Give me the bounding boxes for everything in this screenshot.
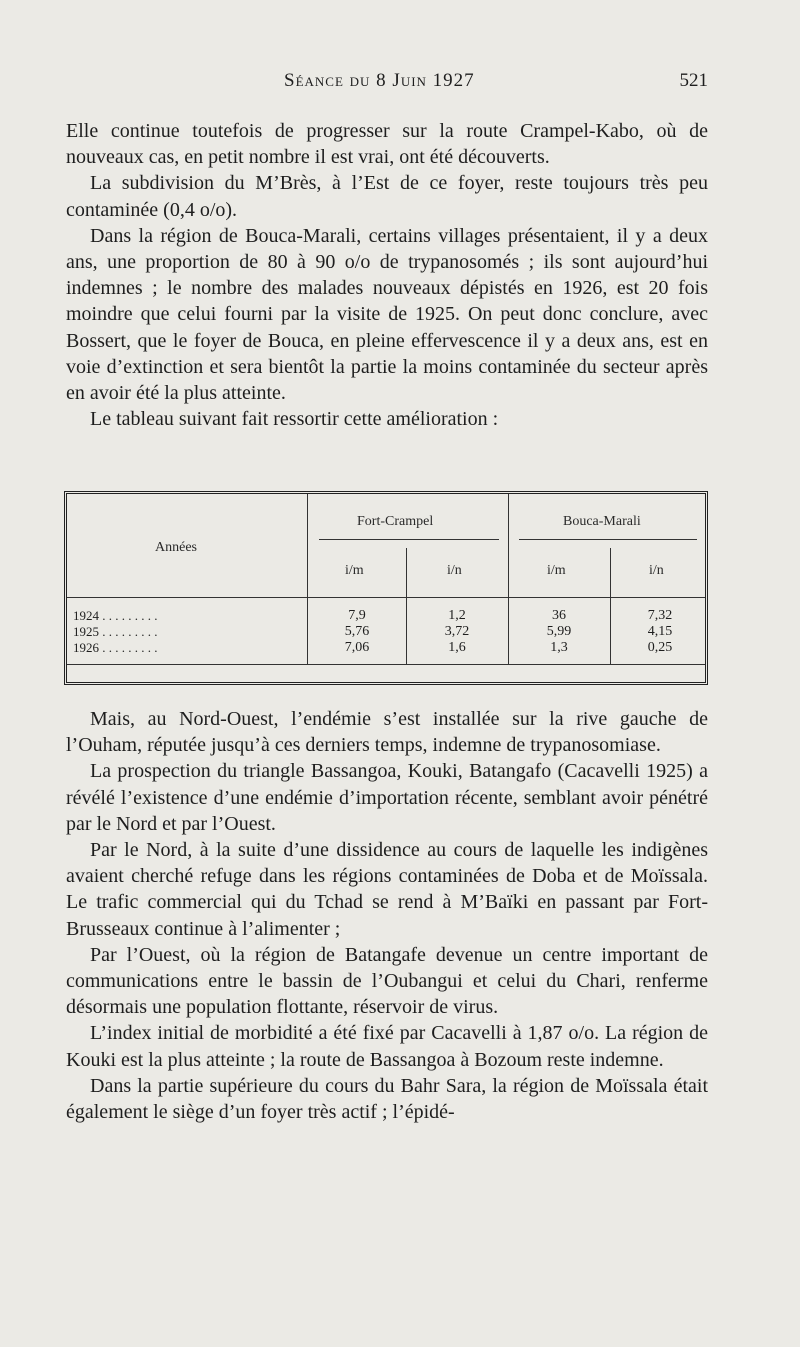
cell-fc-im: 7,06 [344,640,370,655]
column-header-years: Années [155,540,197,555]
paragraph: Le tableau suivant fait ressortir cette amélioration : [90,408,499,431]
paragraph: L’index initial de morbidité a été fixé par Cacavelli à 1,87 o/o. La région de Kouki est la plus atteinte ; la route de Bassangoa à Bozoum reste indemne. [66,1022,708,1071]
cell-bm-in: 0,25 [647,640,673,655]
row-year: 1924 . . . . . . . . . [73,608,158,623]
body-text-top [66,118,708,432]
cell-fc-im: 7,9 [348,608,366,623]
paragraph: La subdivision du M’Brès, à l’Est de ce foyer, reste toujours très peu contaminée (0,4 o/o). [66,172,708,221]
cell-fc-in: 1,6 [448,640,466,655]
paragraph: Dans la partie supérieure du cours du Bahr Sara, la région de Moïssala était également le siège d’un foyer très actif ; l’épidé- [66,1074,708,1124]
row-year: 1925 . . . . . . . . . [73,624,158,639]
cell-fc-in: 1,2 [448,608,466,623]
cell-bm-in: 7,32 [647,608,673,623]
subheader-im: i/m [345,563,364,578]
subheader-in: i/n [447,563,462,578]
cell-bm-im: 5,99 [546,624,572,639]
running-title: Séance du 8 Juin 1927 [284,70,475,91]
column-group-fort-crampel: Fort-Crampel [357,514,434,529]
paragraph: Par le Nord, à la suite d’une dissidence au cours de laquelle les indigènes avaient cherché refuge dans les régions contaminées de Doba et de Moïssala. Le trafic commercial qui du Tchad se rend à M’Baïki en passant par Fort-Brusseaux continue à l’alimenter ; [66,839,708,940]
paragraph: Elle continue toutefois de progresser sur la route Crampel-Kabo, où de nouveaux cas, en petit nombre il est vrai, ont été découverts. [66,120,708,169]
page-number: 521 [679,70,708,91]
paragraph: La prospection du triangle Bassangoa, Kouki, Batangafo (Cacavelli 1925) a révélé l’existence d’une endémie d’importation récente, semblant avoir pénétré par le Nord et par l’Ouest. [66,760,708,835]
paragraph: Mais, au Nord-Ouest, l’endémie s’est installée sur la rive gauche de l’Ouham, réputée jusqu’à ces derniers temps, indemne de trypanosomiase. [66,708,708,757]
subheader-im: i/m [547,563,566,578]
row-year: 1926 . . . . . . . . . [73,640,158,655]
paragraph: Par l’Ouest, où la région de Batangafe devenue un centre important de communications entre le bassin de l’Oubangui et celui du Chari, renferme désormais une population flottante, réservoir de virus. [66,943,708,1019]
column-group-bouca-marali: Bouca-Marali [563,514,641,529]
subheader-in: i/n [649,563,664,578]
cell-bm-in: 4,15 [647,624,673,639]
cell-bm-im: 36 [552,608,566,623]
cell-fc-im: 5,76 [344,624,370,639]
running-header [0,70,800,100]
cell-fc-in: 3,72 [444,624,470,639]
body-text-bottom [66,706,708,1125]
cell-bm-im: 1,3 [550,640,568,655]
paragraph: Dans la région de Bouca-Marali, certains villages présentaient, il y a deux ans, une proportion de 80 à 90 o/o de trypanosomés ; ils sont aujourd’hui indemnes ; le nombre des malades nouveaux dépistés en 1926, est 20 fois moindre que celui fourni par la visite de 1925. On peut donc conclure, avec Bossert, que le foyer de Bouca, en pleine effervescence il y a deux ans, est en voie d’extinction et sera bientôt la partie la moins contaminée du secteur après en avoir été la plus atteinte. [66,224,708,405]
data-table [64,491,708,685]
